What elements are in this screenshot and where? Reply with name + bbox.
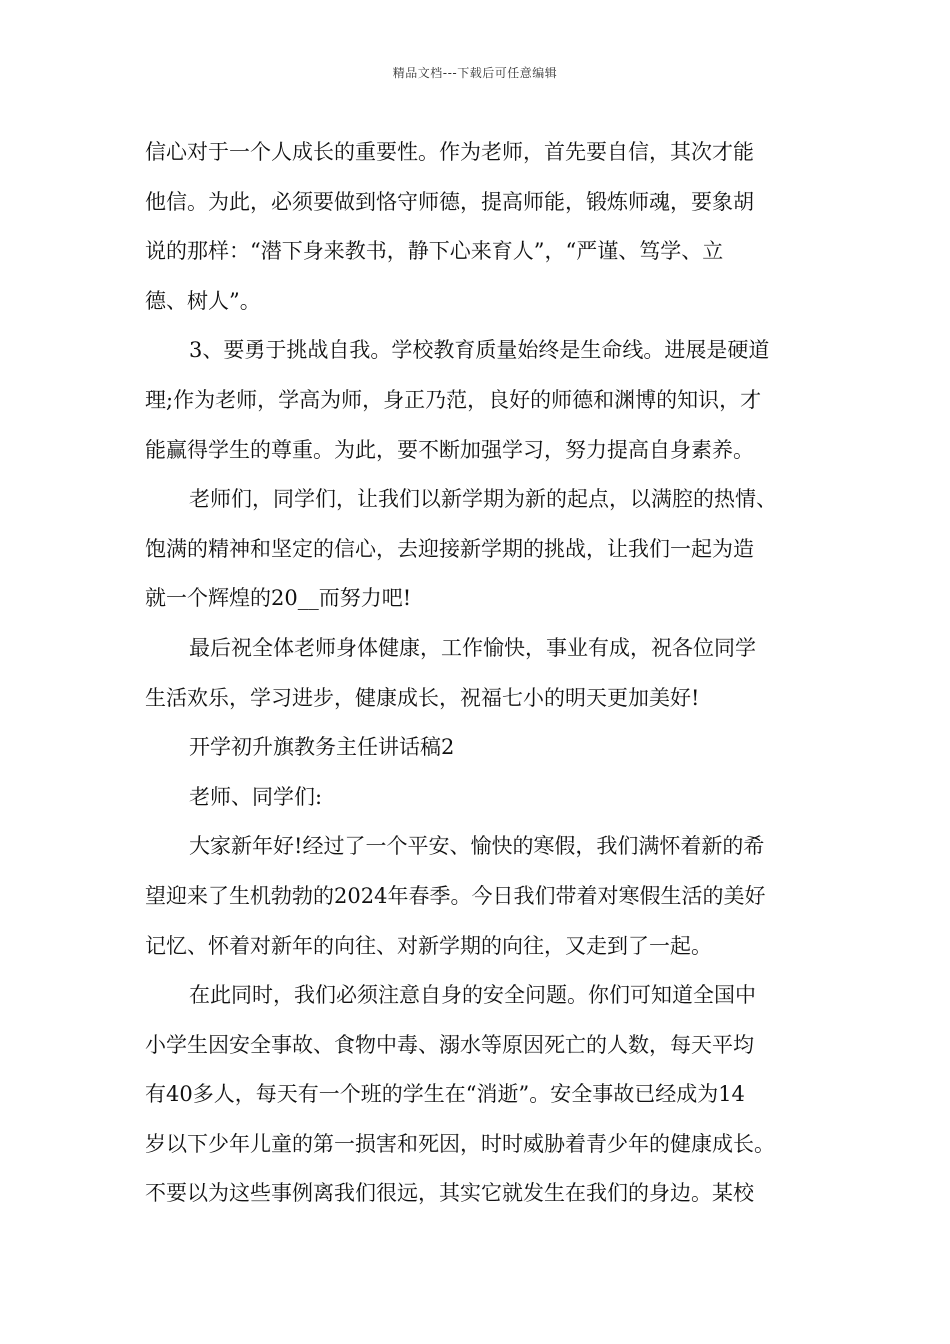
- paragraph-start-line: 老师们，同学们，让我们以新学期为新的起点，以满腔的热情、: [189, 487, 777, 512]
- text-line: 德、树人”。: [145, 288, 261, 313]
- paragraph-start-line: 在此同时，我们必须注意自身的安全问题。你们可知道全国中: [189, 983, 756, 1008]
- salutation-line: 老师、同学们:: [189, 784, 323, 809]
- text-line: 岁以下少年儿童的第一损害和死因，时时威胁着青少年的健康成长。: [145, 1131, 775, 1156]
- text-line: 饱满的精神和坚定的信心，去迎接新学期的挑战，让我们一起为造: [145, 536, 754, 561]
- text-line: 小学生因安全事故、食物中毒、溺水等原因死亡的人数，每天平均: [145, 1032, 754, 1057]
- text-line: 说的那样：“潜下身来教书，静下心来育人”，“严谨、笃学、立: [145, 239, 724, 264]
- text-line: 信心对于一个人成长的重要性。作为老师，首先要自信，其次才能: [145, 140, 754, 164]
- paragraph-start-line: 3、要勇于挑战自我。学校教育质量始终是生命线。进展是硬道: [189, 338, 770, 363]
- page-header: 精品文档---下载后可任意编辑: [392, 66, 558, 80]
- text-line: 记忆、怀着对新年的向往、对新学期的向往，又走到了一起。: [145, 933, 712, 958]
- section-title: 开学初升旗教务主任讲话稿2: [189, 735, 455, 760]
- document-body: [145, 128, 830, 1219]
- paragraph-start-line: 大家新年好!经过了一个平安、愉快的寒假，我们满怀着新的希: [189, 834, 765, 859]
- text-line: 他信。为此，必须要做到恪守师德，提高师能，锻炼师魂，要象胡: [145, 189, 754, 214]
- text-line: 就一个辉煌的20__而努力吧!: [145, 586, 412, 611]
- paragraph-start-line: 最后祝全体老师身体健康，工作愉快，事业有成，祝各位同学: [189, 635, 756, 660]
- text-line: 不要以为这些事例离我们很远，其实它就发生在我们的身边。某校: [145, 1181, 754, 1206]
- text-line: 能赢得学生的尊重。为此，要不断加强学习，努力提高自身素养。: [145, 437, 754, 462]
- text-line: 有40多人，每天有一个班的学生在“消逝”。安全事故已经成为14: [145, 1082, 745, 1107]
- text-line: 望迎来了生机勃勃的2024年春季。今日我们带着对寒假生活的美好: [145, 883, 766, 908]
- text-line: 生活欢乐，学习进步，健康成长，祝福七小的明天更加美好!: [145, 685, 700, 710]
- text-line: 理;作为老师，学高为师，身正乃范，良好的师德和渊博的知识，才: [145, 387, 762, 412]
